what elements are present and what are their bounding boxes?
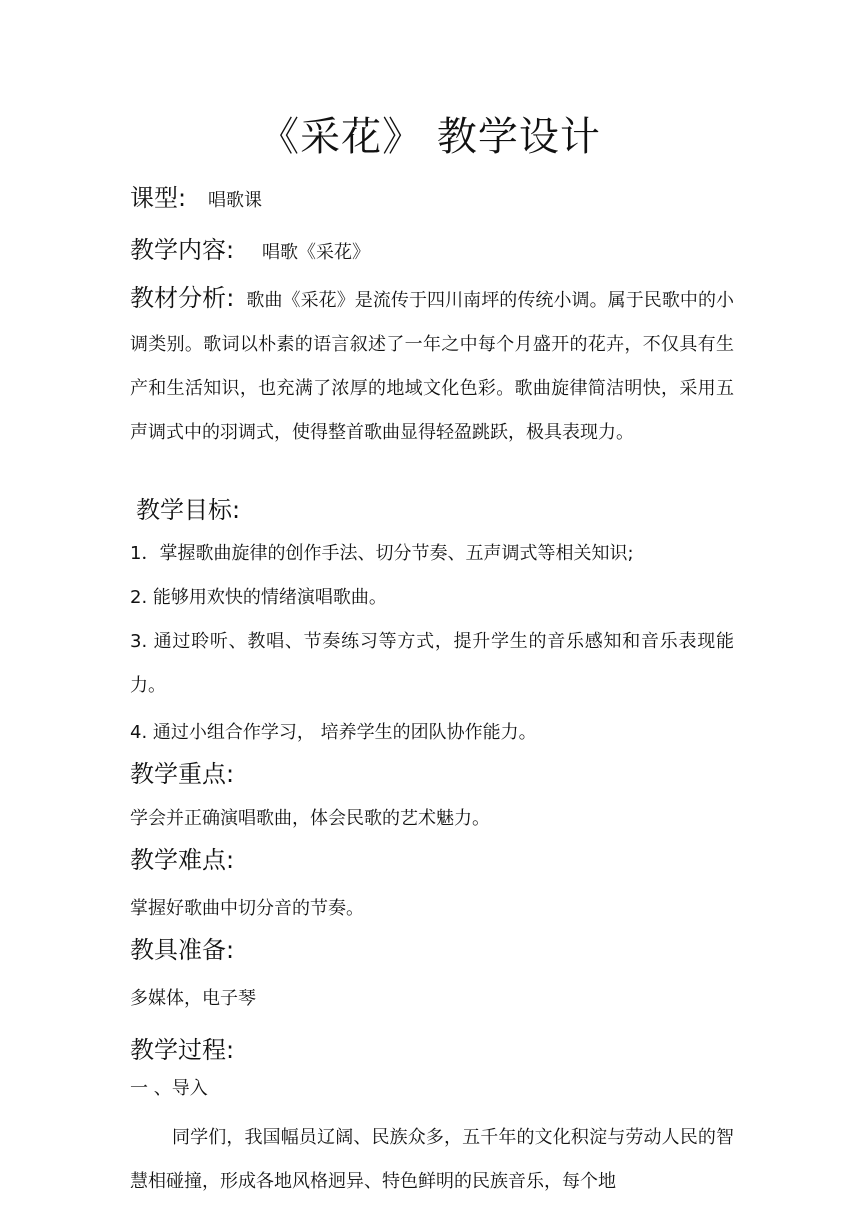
objective-item-4: 4. 通过小组合作学习， 培养学生的团队协作能力。: [130, 722, 537, 743]
difficulty-label: 教学难点:: [130, 846, 235, 874]
difficulty-text: 掌握好歌曲中切分音的节奏。: [130, 898, 364, 919]
content-value: 唱歌《采花》: [262, 242, 370, 263]
analysis-text: 歌曲《采花》是流传于四川南坪的传统小调。属于民歌中的小调类别。歌词以朴素的语言叙述了一年之中每个月盛开的花卉，不仅具有生产和生活知识，也充满了浓厚的地域文化色彩。歌曲旋律简洁明快，采用五声调式中的羽调式，使得整首歌曲显得轻盈跳跃，极具表现力。: [130, 290, 735, 443]
tools-label: 教具准备:: [130, 936, 235, 964]
document-title: 《采花》 教学设计: [259, 114, 601, 160]
objective-item-2: 2. 能够用欢快的情绪演唱歌曲。: [130, 587, 387, 608]
objective-item-1: 1．掌握歌曲旋律的创作手法、切分节奏、五声调式等相关知识;: [130, 543, 634, 564]
process-label: 教学过程:: [130, 1036, 235, 1064]
key-point-text: 学会并正确演唱歌曲，体会民歌的艺术魅力。: [130, 808, 490, 829]
objectives-label: 教学目标:: [136, 496, 241, 524]
lesson-type-label: 课型:: [130, 184, 187, 212]
process-step1-title: 一 、导入: [130, 1078, 208, 1099]
analysis-label: 教材分析:: [130, 284, 235, 312]
key-point-label: 教学重点:: [130, 760, 235, 788]
content-label: 教学内容:: [130, 236, 235, 264]
process-step1-text: 同学们，我国幅员辽阔、民族众多，五千年的文化积淀与劳动人民的智慧相碰撞，形成各地风格迥异、特色鲜明的民族音乐，每个地: [130, 1127, 734, 1192]
tools-text: 多媒体，电子琴: [130, 988, 256, 1009]
lesson-type-value: 唱歌课: [208, 190, 262, 211]
analysis-paragraph: [130, 276, 734, 455]
objective-item-3: 3. 通过聆听、教唱、节奏练习等方式，提升学生的音乐感知和音乐表现能力。: [130, 631, 734, 696]
